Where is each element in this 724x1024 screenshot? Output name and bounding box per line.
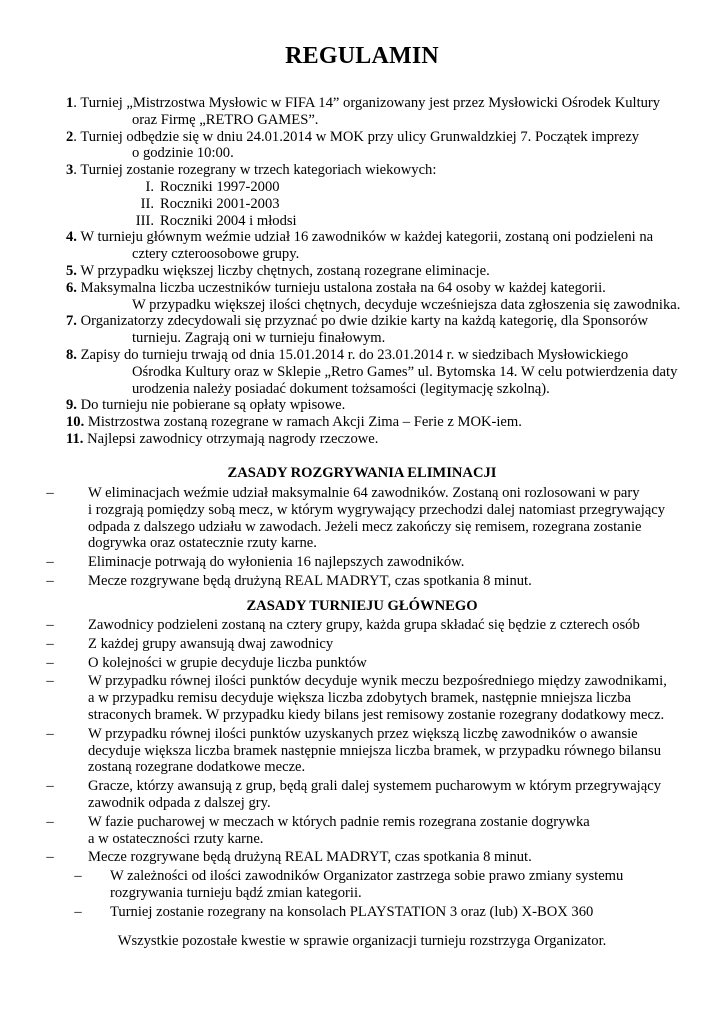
category-label: Roczniki 2004 i młodsi [160, 212, 297, 229]
age-category [66, 213, 686, 230]
text-line: cztery czteroosobowe grupy. [132, 246, 300, 263]
text-line: W przypadku równej ilości punktów decyduje wynik meczu bezpośredniego między zawodnikami, [88, 673, 667, 690]
text-line: turnieju. Zagrają oni w turnieju finałowym. [132, 330, 386, 347]
rule-text [77, 313, 686, 347]
text-line: W turnieju głównym weźmie udział 16 zawodników w każdej kategorii, zostaną oni podzieleni na [76, 229, 654, 246]
list-item [46, 673, 686, 723]
text-line: Organizatorzy zdecydowali się przyznać po dwie dzikie karty na każdą kategorię, dla Sponsorów [76, 313, 649, 330]
item-text [88, 849, 532, 865]
rule-number: 10. [66, 414, 85, 431]
dash-bullet: – [46, 485, 54, 501]
text-line: Turniej zostanie rozegrany na konsolach PLAYSTATION 3 oraz (lub) X-BOX 360 [110, 903, 594, 920]
text-line: W fazie pucharowej w meczach w których padnie remis rozegrana zostanie dogrywka [88, 813, 590, 830]
text-line: zawodnik odpada z dalszej gry. [88, 794, 271, 811]
document-title: REGULAMIN [285, 43, 439, 69]
list-item [46, 572, 686, 590]
text-line: Mistrzostwa zostaną rozegrane w ramach Akcji Zima – Ferie z MOK-iem. [84, 414, 522, 431]
rule-2 [66, 129, 686, 163]
list-item [74, 868, 686, 902]
list-item [46, 617, 686, 634]
text-line: a w ostateczności rzuty karne. [88, 830, 264, 847]
category-label: Roczniki 1997-2000 [160, 178, 280, 195]
item-text [110, 904, 593, 920]
rule-text [77, 263, 490, 279]
rule-number: 11. [66, 430, 84, 447]
rule-number: 8. [66, 346, 77, 363]
dash-bullet: – [46, 617, 54, 633]
age-category [66, 179, 686, 196]
rule-text [77, 397, 345, 413]
category-label: Roczniki 2001-2003 [160, 195, 280, 212]
rule-text [73, 129, 686, 163]
category-numeral: III. [135, 212, 154, 229]
item-text [88, 636, 333, 652]
main-tournament-list [46, 617, 686, 921]
text-line: . Turniej zostanie rozegrany w trzech kategoriach wiekowych: [73, 162, 437, 179]
dash-bullet: – [46, 673, 54, 690]
closing-note: Wszystkie pozostałe kwestie w sprawie organizacji turnieju rozstrzyga Organizator. [117, 933, 607, 949]
rule-text [77, 280, 686, 314]
text-line: oraz Firmę „RETRO GAMES”. [132, 111, 319, 128]
text-line: Ośrodka Kultury oraz w Sklepie „Retro Games” ul. Bytomska 14. W celu potwierdzenia daty [132, 363, 678, 380]
rule-number: 9. [66, 397, 77, 414]
list-item [46, 654, 686, 672]
list-item [74, 903, 686, 921]
dash-bullet: – [46, 654, 54, 671]
text-line: odpada z dalszego udziału w zawodach. Jeżeli mecz zakończy się remisem, rozegrana zostanie [88, 518, 642, 535]
item-text [88, 673, 686, 723]
text-line: straconych bramek. W przypadku kiedy bilans jest remisowy zostanie rozegrany dodatkowy mecz. [88, 706, 665, 723]
dash-bullet: – [46, 778, 54, 795]
rule-7 [66, 313, 686, 347]
item-text [88, 554, 464, 570]
rule-text [73, 95, 686, 129]
text-line: i rozgrają pomiędzy sobą mecz, w którym wygrywający przechodzi dalej natomiast przegrywający [88, 501, 666, 518]
rule-number: 2 [66, 128, 74, 145]
dash-bullet: – [46, 725, 54, 742]
text-line: Mecze rozgrywane będą drużyną REAL MADRYT, czas spotkania 8 minut. [88, 849, 532, 866]
rule-number: 3 [66, 162, 74, 179]
text-line: a w przypadku remisu decyduje większa liczba zdobytych bramek, następnie mniejsza liczba [88, 690, 631, 707]
text-line: Eliminacje potrwają do wyłonienia 16 najlepszych zawodników. [88, 554, 465, 571]
nested-list [66, 868, 686, 920]
rule-number: 7. [66, 313, 77, 330]
list-item [46, 485, 686, 552]
list-item [46, 849, 686, 866]
dash-bullet: – [46, 849, 54, 866]
item-text [88, 726, 686, 776]
list-item [46, 778, 686, 812]
rule-5 [66, 263, 686, 280]
rule-text [73, 162, 436, 178]
text-line: o godzinie 10:00. [132, 145, 234, 162]
rules-list [66, 95, 686, 448]
age-category [66, 196, 686, 213]
text-line: Z każdej grupy awansują dwaj zawodnicy [88, 635, 334, 652]
rule-6 [66, 280, 686, 314]
text-line: Do turnieju nie pobierane są opłaty wpisowe. [76, 397, 346, 414]
list-item [46, 635, 686, 653]
rule-number: 6. [66, 279, 77, 296]
rule-4 [66, 229, 686, 263]
item-text [88, 573, 532, 589]
dash-bullet: – [46, 554, 54, 571]
list-item [46, 725, 686, 776]
text-line: . Turniej odbędzie się w dniu 24.01.2014 w MOK przy ulicy Grunwaldzkiej 7. Początek imprezy [73, 128, 640, 145]
text-line: W przypadku większej liczby chętnych, zostaną rozegrane eliminacje. [76, 262, 490, 279]
text-line: rozgrywania turnieju bądź zmian kategorii. [110, 884, 362, 901]
text-line: W przypadku większej ilości chętnych, decyduje wcześniejsza data zgłoszenia się zawodnika. [132, 296, 681, 313]
item-text [88, 778, 686, 812]
item-text [88, 655, 367, 671]
text-line: Zapisy do turnieju trwają od dnia 15.01.2014 r. do 23.01.2014 r. w siedzibach Mysłowickiego [76, 346, 629, 363]
rule-10 [66, 414, 686, 431]
text-line: zostaną rozegrane dodatkowe mecze. [88, 759, 306, 776]
text-line: . Turniej „Mistrzostwa Mysłowic w FIFA 14” organizowany jest przez Mysłowicki Ośrodek Kultury [73, 95, 661, 111]
text-line: urodzenia należy posiadać dokument tożsamości (legitymację szkolną). [132, 380, 550, 397]
list-item [46, 813, 686, 848]
rule-3 [66, 162, 686, 179]
text-line: O kolejności w grupie decyduje liczba punktów [88, 654, 367, 671]
rule-text [77, 229, 686, 263]
text-line: decyduje większa liczba bramek następnie mniejsza liczba bramek, w przypadku równego bilansu [88, 742, 661, 759]
category-numeral: II. [140, 195, 154, 212]
text-line: Maksymalna liczba uczestników turnieju ustalona została na 64 osoby w każdej kategorii. [76, 279, 606, 296]
item-text [88, 485, 686, 552]
rule-text [84, 414, 522, 430]
dash-bullet: – [46, 635, 54, 652]
rule-text [83, 431, 378, 447]
text-line: Najlepsi zawodnicy otrzymają nagrody rzeczowe. [83, 430, 379, 447]
text-line: W eliminacjach weźmie udział maksymalnie 64 zawodników. Zostaną oni rozlosowani w pary [88, 485, 640, 501]
text-line: Mecze rozgrywane będą drużyną REAL MADRYT, czas spotkania 8 minut. [88, 572, 532, 589]
rule-8 [66, 347, 686, 397]
rule-number: 4. [66, 229, 77, 246]
dash-bullet: – [74, 868, 82, 885]
text-line: dogrywka oraz ostatecznie rzuty karne. [88, 535, 317, 552]
rule-9 [66, 397, 686, 414]
item-text [88, 814, 686, 848]
text-line: W zależności od ilości zawodników Organizator zastrzega sobie prawo zmiany systemu [110, 868, 624, 885]
text-line: Zawodnicy podzieleni zostaną na cztery grupy, każda grupa składać się będzie z czterech osób [88, 617, 640, 633]
text-line: Gracze, którzy awansują z grup, będą grali dalej systemem pucharowym w którym przegrywający [88, 778, 661, 795]
eliminations-list [46, 485, 686, 590]
list-item [46, 554, 686, 571]
dash-bullet: – [46, 572, 54, 589]
dash-bullet: – [46, 813, 54, 830]
category-numeral: I. [145, 178, 154, 195]
rule-11 [66, 431, 686, 448]
rule-1 [66, 95, 686, 129]
rule-number: 1 [66, 95, 74, 111]
dash-bullet: – [74, 903, 82, 920]
text-line: W przypadku równej ilości punktów uzyskanych przez większą liczbę zawodników o awansie [88, 725, 638, 742]
main-tournament-heading: ZASADY TURNIEJU GŁÓWNEGO [246, 598, 478, 614]
item-text [110, 868, 686, 902]
rule-number: 5. [66, 262, 77, 279]
rule-text [77, 347, 686, 397]
eliminations-heading: ZASADY ROZGRYWANIA ELIMINACJI [227, 465, 497, 481]
item-text [88, 617, 640, 633]
